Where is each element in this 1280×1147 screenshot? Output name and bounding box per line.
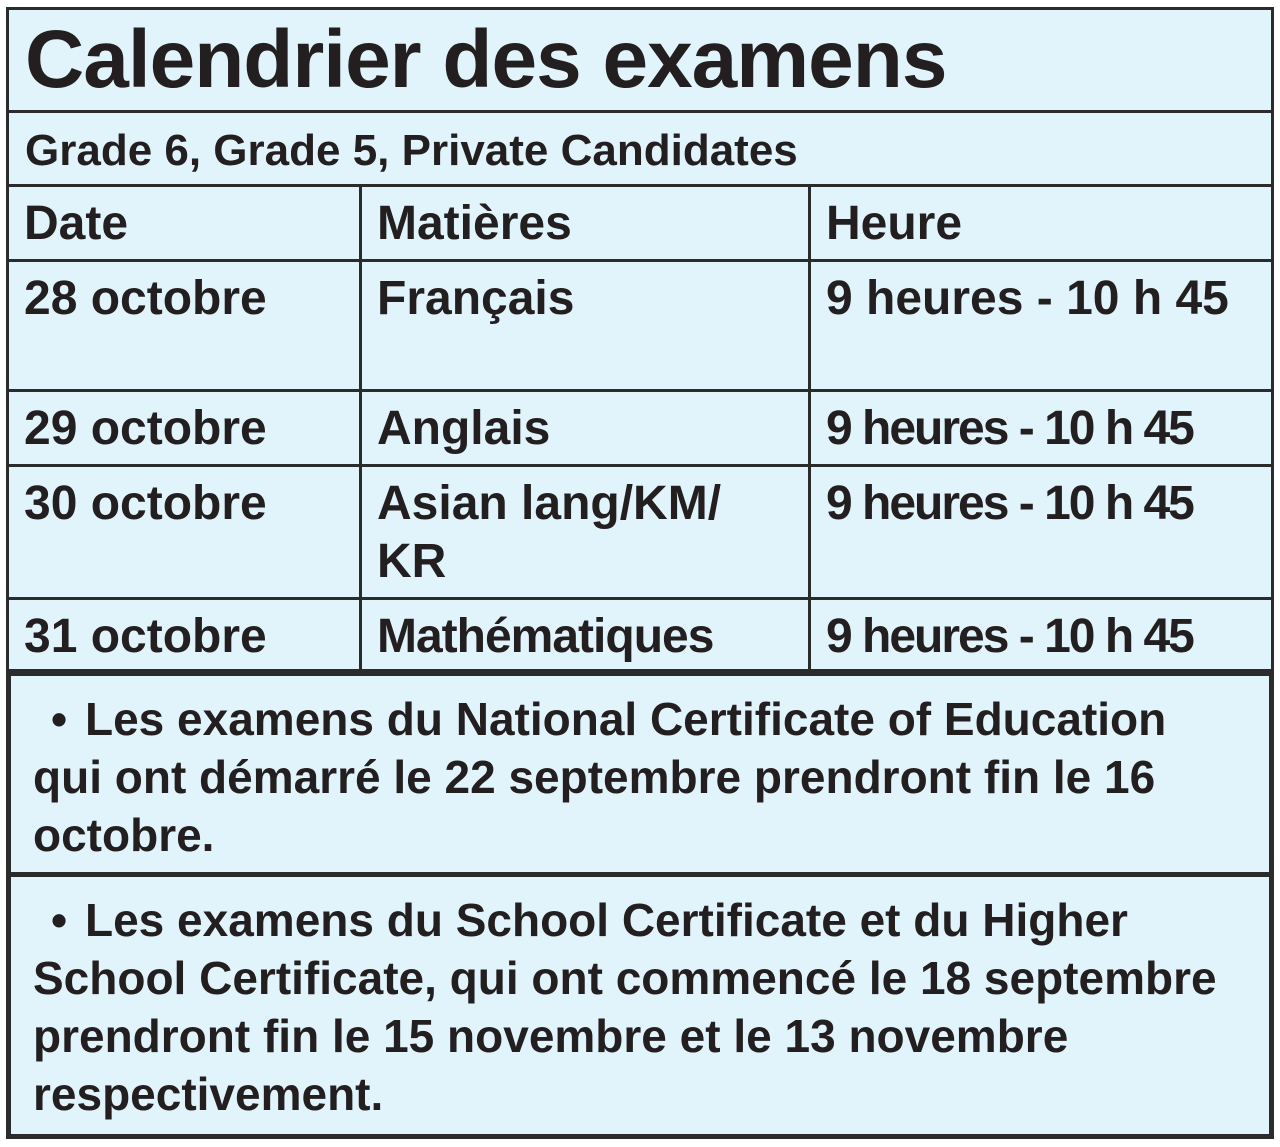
row-date: 28 octobre [9,262,362,389]
row-date: 29 octobre [9,392,362,464]
table-row [6,392,1274,467]
row-time: 9 heures - 10 h 45 [826,610,1193,663]
page-title: Calendrier des examens [6,7,1274,113]
row-time: 9 heures - 10 h 45 [826,477,1193,530]
table-row [6,262,1274,392]
note-text: Les examens du School Certificate et du Higher School Certificate, qui ont commencé le 18 septembre prendront fin le 15 novembre et le 13 novembre respectivement. [33,894,1217,1120]
row-date: 31 octobre [9,600,362,669]
row-subject: Mathématiques [362,600,811,669]
table-row [6,600,1274,672]
header-subject: Matières [362,187,811,259]
row-subject: Français [362,262,811,389]
exam-calendar [6,7,1274,1139]
bullet-icon: • [50,894,68,946]
note-sc-hsc [6,877,1274,1139]
table-header [6,187,1274,262]
row-date: 30 octobre [9,467,362,597]
note-text: Les examens du National Certificate of Education qui ont démarré le 22 septembre prendront fin le 16 octobre. [33,693,1167,861]
row-subject: Asian lang/KM/ KR [362,467,811,597]
table-row [6,467,1274,600]
header-date: Date [9,187,362,259]
row-subject: Anglais [362,392,811,464]
row-time: 9 heures - 10 h 45 [826,272,1229,325]
note-nce [6,672,1274,877]
header-time: Heure [826,197,963,250]
row-time: 9 heures - 10 h 45 [826,402,1193,455]
bullet-icon: • [50,693,68,745]
subtitle: Grade 6, Grade 5, Private Candidates [6,113,1274,187]
